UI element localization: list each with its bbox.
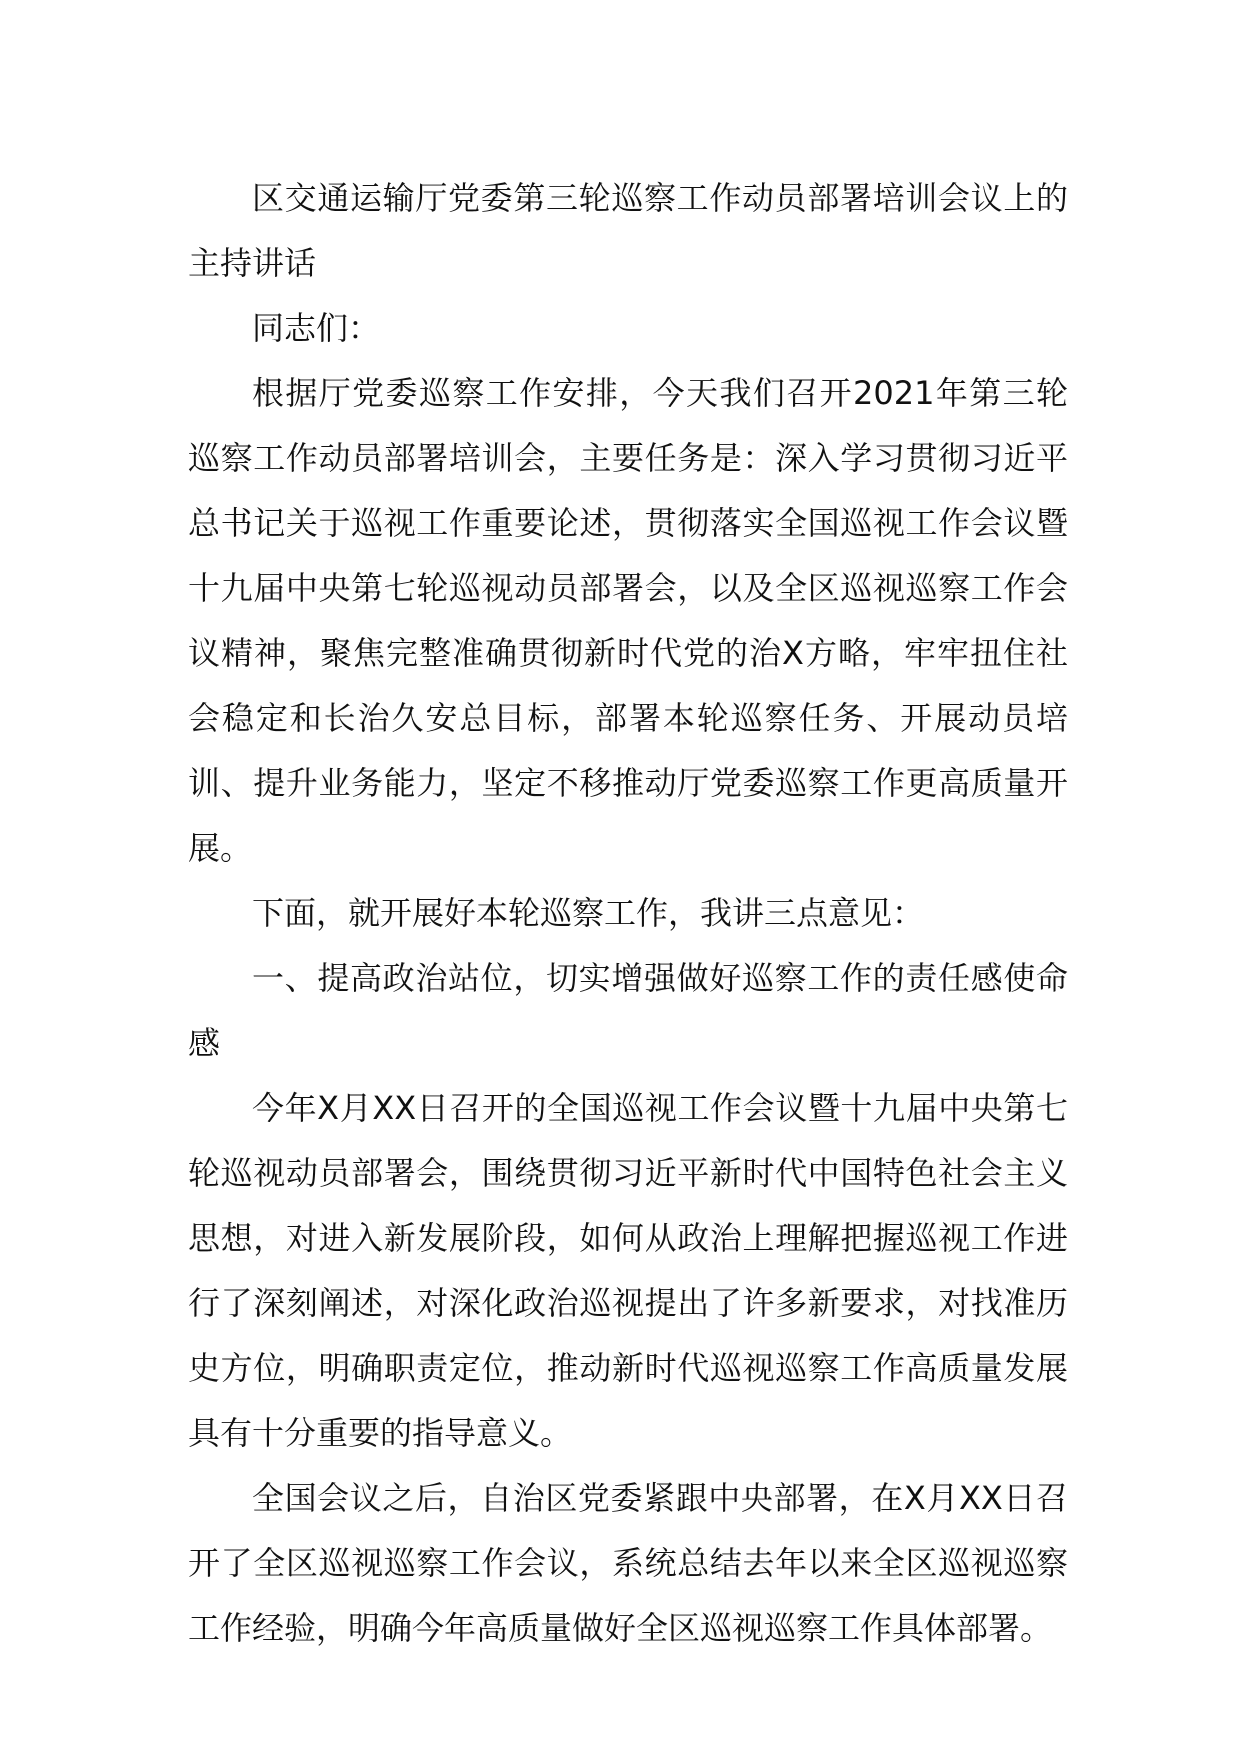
paragraph-lead: 下面，就开展好本轮巡察工作，我讲三点意见： [252, 894, 925, 932]
document-body [188, 166, 1068, 1661]
paragraph-regional-meeting: 全国会议之后，自治区党委紧跟中央部署，在X月XX日召开了全区巡视巡察工作会议，系统总结去年以来全区巡视巡察工作经验，明确今年高质量做好全区巡视巡察工作具体部署。 [188, 1479, 1068, 1647]
paragraph-intro: 根据厅党委巡察工作安排，今天我们召开2021年第三轮巡察工作动员部署培训会，主要任务是：深入学习贯彻习近平总书记关于巡视工作重要论述，贯彻落实全国巡视工作会议暨十九届中央第七轮巡视动员部署会，以及全区巡视巡察工作会议精神，聚焦完整准确贯彻新时代党的治X方略，牢牢扭住社会稳定和长治久安总目标，部署本轮巡察任务、开展动员培训、提升业务能力，坚定不移推动厅党委巡察工作更高质量开展。 [188, 374, 1068, 867]
salutation: 同志们： [252, 309, 381, 347]
document-title: 区交通运输厅党委第三轮巡察工作动员部署培训会议上的主持讲话 [188, 179, 1068, 282]
paragraph-national-meeting: 今年X月XX日召开的全国巡视工作会议暨十九届中央第七轮巡视动员部署会，围绕贯彻习近平新时代中国特色社会主义思想，对进入新发展阶段，如何从政治上理解把握巡视工作进行了深刻阐述，对深化政治巡视提出了许多新要求，对找准历史方位，明确职责定位，推动新时代巡视巡察工作高质量发展具有十分重要的指导意义。 [188, 1089, 1068, 1452]
section-heading-1: 一、提高政治站位，切实增强做好巡察工作的责任感使命感 [188, 959, 1068, 1062]
